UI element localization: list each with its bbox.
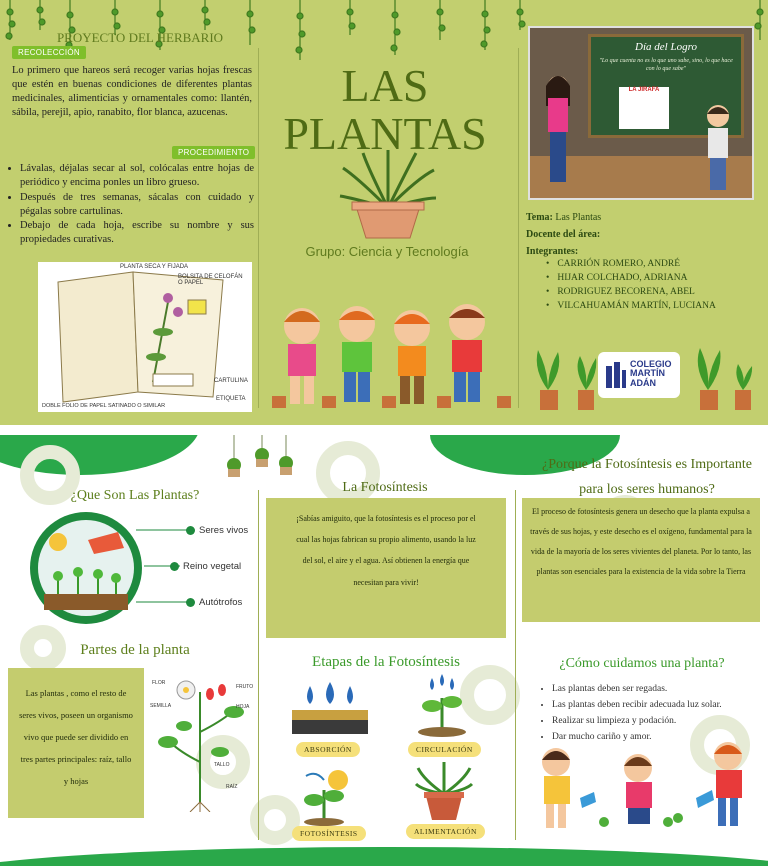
cuidamos-item: • Dar mucho cariño y amor.: [552, 732, 758, 742]
plant-part-label: RAÍZ: [226, 784, 238, 790]
porque-title: ¿Porque la Fotosíntesis es Importante para los seres humanos?: [542, 457, 752, 498]
etapa-label: FOTOSÍNTESIS: [292, 826, 366, 841]
cuidamos-item: • Realizar su limpieza y podación.: [552, 716, 758, 726]
green-bullet-icon: [170, 562, 179, 571]
etapa-label: CIRCULACIÓN: [408, 742, 481, 757]
hanging-pots-decoration: [222, 435, 302, 485]
student-figure: [698, 102, 738, 194]
alimentacion-icon: [414, 760, 474, 822]
cover-divider-left: [258, 48, 259, 408]
potted-plants-row: [528, 340, 764, 414]
green-bullet-icon: [186, 598, 195, 607]
etapa-label: ABSORCIÓN: [296, 742, 360, 757]
cuidamos-item: • Las plantas deben recibir adecuada luz solar.: [552, 700, 758, 710]
plant-part-label: HOJA: [236, 704, 250, 710]
board-quote: "Lo que cuenta no es lo que uno sabe, sino, lo que hace con lo que sabe": [599, 58, 733, 73]
partes-text-box: Las plantas , como el resto de seres vivos, poseen un organismo vivo que puede ser dividido en tres partes principales: raíz, tallo y hojas: [8, 668, 144, 818]
label-doble-folio: DOBLE FOLIO DE PAPEL SATINADO O SIMILAR: [42, 403, 166, 409]
main-title-line2: PLANTAS: [283, 108, 487, 160]
procedimiento-step: • Lávalas, déjalas secar al sol, colócalas entre hojas de periódico y encima ponles un libro grueso.: [20, 162, 254, 190]
fotosintesis-icon: [296, 766, 356, 826]
tag-recoleccion: RECOLECCIÓN: [12, 46, 86, 59]
main-title: [270, 62, 500, 159]
procedimiento-list: [8, 162, 254, 248]
teacher-figure: [538, 72, 578, 192]
classroom-board-image: [528, 26, 754, 200]
docente-line: [526, 229, 756, 240]
green-bullet-icon: [186, 526, 195, 535]
partes-title: Partes de la planta: [80, 642, 190, 658]
integrante-item: • CARRIÓN ROMERO, ANDRÉ: [546, 259, 756, 269]
jirafa-poster: [619, 87, 669, 129]
potted-plant-icon: [338, 148, 438, 240]
que-son-item: [186, 597, 242, 608]
que-son-item: [186, 525, 248, 536]
inside-divider-right: [515, 490, 516, 840]
que-son-item-label: Reino vegetal: [183, 561, 242, 572]
docente-label: Docente del área:: [526, 229, 601, 240]
grupo-text: Grupo: Ciencia y Tecnología: [305, 244, 469, 259]
label-etiqueta: ETIQUETA: [216, 396, 246, 402]
circulacion-icon: [412, 672, 472, 738]
bottom-hill-decoration: [0, 847, 768, 866]
plant-part-label: FRUTO: [236, 684, 254, 690]
herbarium-illustration: [38, 262, 252, 412]
fold-gap: [0, 425, 768, 435]
tema-line: [526, 212, 756, 223]
tema-value: Las Plantas: [555, 212, 602, 223]
tema-label: Tema:: [526, 212, 553, 223]
procedimiento-step: • Debajo de cada hoja, escribe su nombre y sus propiedades curativas.: [20, 219, 254, 247]
plant-part-label: TALLO: [214, 762, 230, 768]
integrante-item: • VILCAHUAMÁN MARTÍN, LUCIANA: [546, 301, 756, 311]
project-title: PROYECTO DEL HERBARIO: [56, 30, 224, 45]
team-info: [526, 212, 756, 315]
que-son-item-label: Seres vivos: [199, 525, 249, 536]
plant-growth-circle-icon: [28, 510, 144, 626]
integrantes-line: [526, 246, 756, 257]
tag-procedimiento: PROCEDIMIENTO: [172, 146, 255, 159]
fotosintesis-title: La Fotosíntesis: [342, 480, 428, 495]
plant-part-label: FLOR: [152, 680, 166, 686]
board-title: Día del Logro: [635, 41, 697, 53]
etapa-label: ALIMENTACIÓN: [406, 824, 485, 839]
cuidamos-item: • Las plantas deben ser regadas.: [552, 684, 758, 694]
integrantes-label: Integrantes:: [526, 246, 579, 257]
integrante-item: • HIJAR COLCHADO, ADRIANA: [546, 273, 756, 283]
etapas-title: Etapas de la Fotosíntesis: [312, 654, 460, 670]
label-planta-seca: PLANTA SECA Y FIJADA: [120, 264, 189, 270]
kids-illustration: [262, 300, 524, 412]
plant-part-label: SEMILLA: [150, 703, 172, 709]
que-son-item: [170, 561, 241, 572]
integrante-item: • RODRIGUEZ BECORENA, ABEL: [546, 287, 756, 297]
main-title-line1: LAS: [341, 60, 429, 111]
que-son-title: ¿Que Son Las Plantas?: [70, 488, 200, 503]
recoleccion-text: Lo primero que hareos será recoger varias hojas frescas que estén en buenas condiciones de diferentes plantas medicinales, alimenticias y ornamentales como: llantén, sábila, perejil, apio, ranabito, flor blanca, azucenas.: [12, 65, 252, 118]
plant-parts-diagram: [150, 672, 260, 812]
kids-gardening-illustration: [528, 738, 764, 838]
porque-text-box: El proceso de fotosíntesis genera un desecho que la planta expulsa a través de sus hojas, y este desecho es el oxígeno, fundamental para la vida de la mayoría de los seres vivientes del planeta. Por lo tanto, las plantas son esenciales para la existencia de la vida sobre la Tierra: [522, 498, 760, 622]
label-cartulina: CARTULINA: [214, 378, 248, 384]
label-bolsita: BOLSITA DE CELOFÁN O PAPEL: [178, 274, 243, 286]
fotosintesis-text-box: ¡Sabías amiguito, que la fotosíntesis es el proceso por el cual las hojas fabrican su propio alimento, usando la luz del sol, el aire y el agua. Así obtienen la energía que necesitan para vivir!: [266, 498, 506, 638]
poster-title: LA JIRAFA: [628, 87, 660, 93]
procedimiento-step: • Después de tres semanas, sácalas con cuidado y pégalas sobre cartulinas.: [20, 191, 254, 219]
que-son-item-label: Autótrofos: [199, 597, 243, 608]
cuidamos-title: ¿Cómo cuidamos una planta?: [559, 656, 725, 671]
absorcion-icon: [288, 676, 372, 736]
integrantes-list: [526, 259, 756, 311]
school-logo-text: COLEGIO MARTÍN ADÁN: [630, 359, 672, 388]
